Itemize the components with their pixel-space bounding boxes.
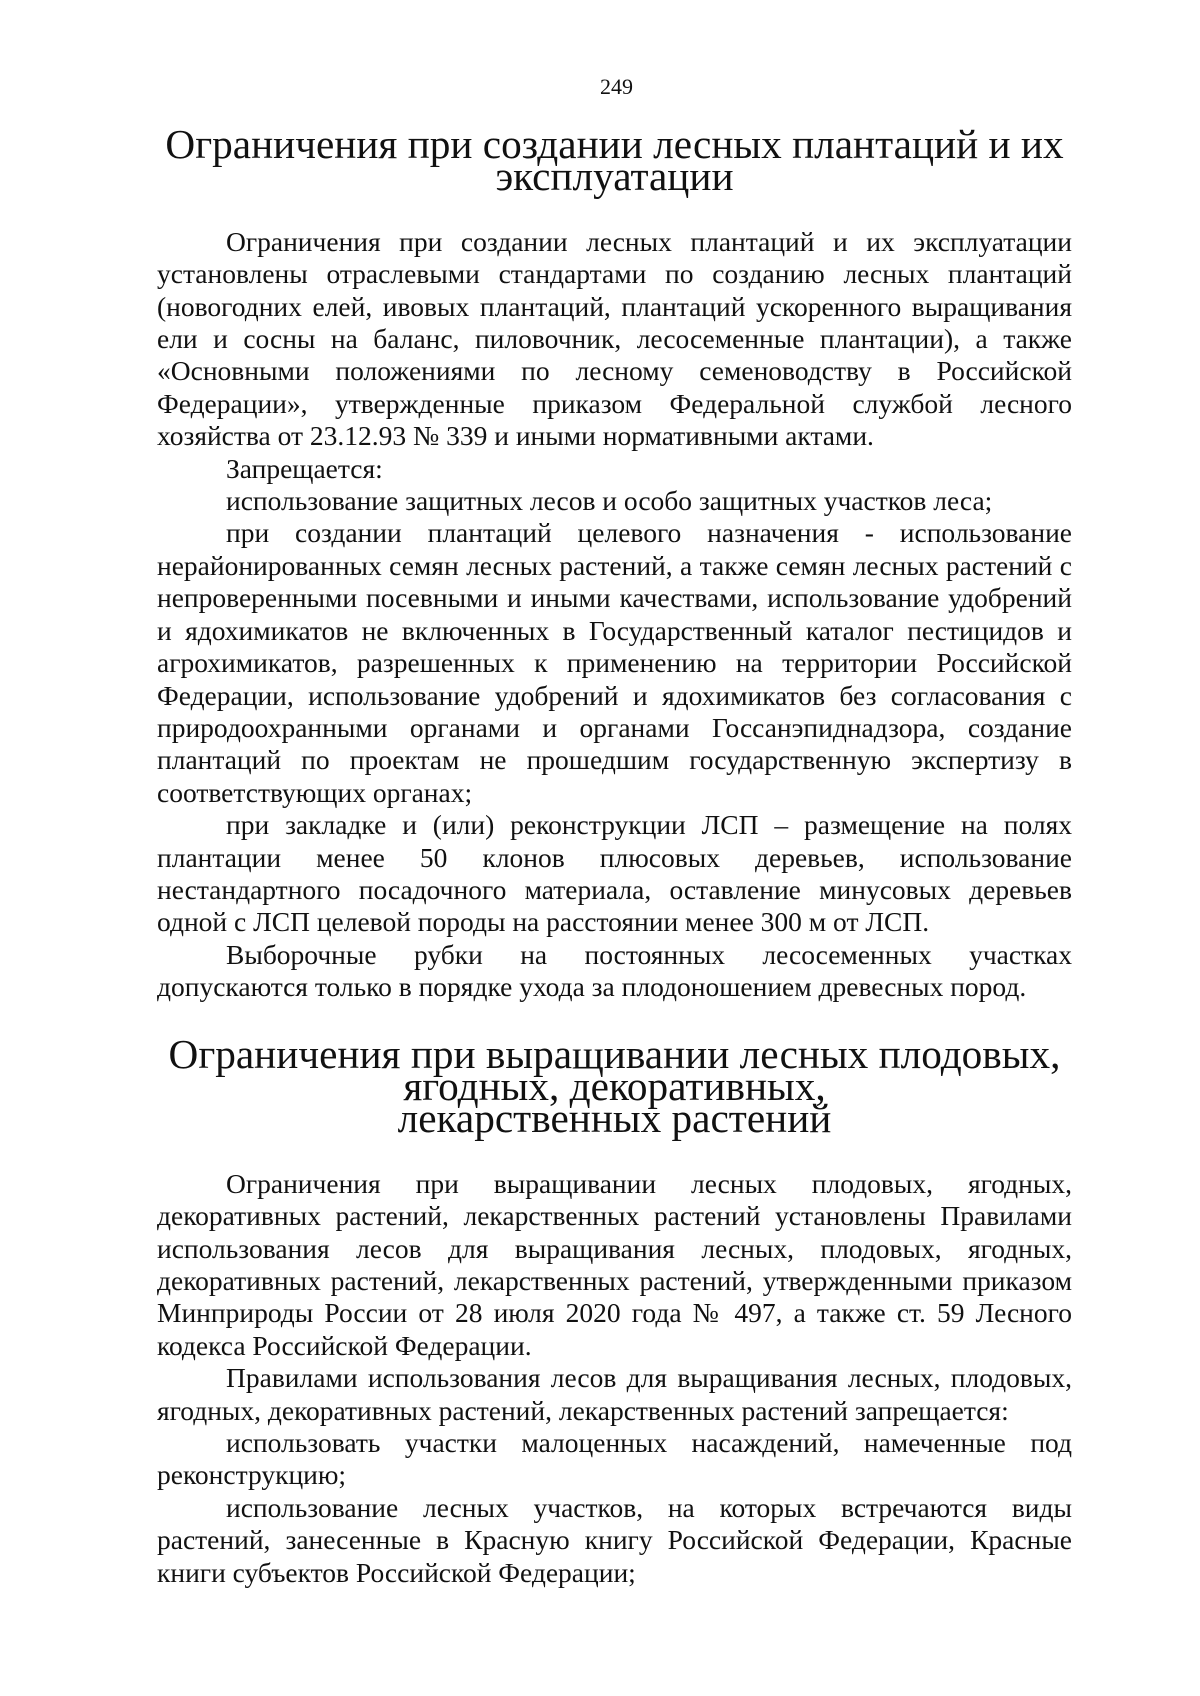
- page-number: 249: [600, 74, 633, 99]
- section-heading-line: Ограничения при выращивании лесных плодовых, ягодных, декоративных,: [168, 1030, 1061, 1109]
- section-heading-plants: [157, 1030, 1072, 1142]
- paragraph: при создании плантаций целевого назначения - использование нерайонированных семян лесных растений, а также семян лесных растений с непроверенными посевными и иными качествами, использование удобрений и ядохимикатов не включенных в Государственный каталог пестицидов и агрохимикатов, разрешенных к применению на территории Российской Федерации, использование удобрений и ядохимикатов без согласования с природоохранными органами и органами Госсанэпиднадзора, создание плантаций по проектам не прошедшим государственную экспертизу в соответствующих органах;: [157, 517, 1072, 808]
- paragraph: использование защитных лесов и особо защитных участков леса;: [226, 485, 993, 517]
- paragraph: использование лесных участков, на которых встречаются виды растений, занесенные в Красную книгу Российской Федерации, Красные книги субъектов Российской Федерации;: [157, 1491, 1072, 1588]
- section-heading-plantations: Ограничения при создании лесных плантаций и их эксплуатации: [165, 121, 1064, 200]
- paragraph: Правилами использования лесов для выращивания лесных, плодовых, ягодных, декоративных растений, лекарственных растений запрещается:: [157, 1362, 1072, 1426]
- paragraph: Запрещается:: [226, 452, 383, 484]
- paragraph: Ограничения при выращивании лесных плодовых, ягодных, декоративных растений, лекарственных растений установлены Правилами использования лесов для выращивания лесных, плодовых, ягодных, декоративных растений, лекарственных растений, утвержденными приказом Минприроды России от 28 июля 2020 года № 497, а также ст. 59 Лесного кодекса Российской Федерации.: [157, 1167, 1072, 1361]
- section-heading-line: лекарственных растений: [397, 1095, 832, 1142]
- document-body: [157, 121, 1072, 1589]
- paragraph: использовать участки малоценных насаждений, намеченные под реконструкцию;: [157, 1427, 1072, 1491]
- paragraph: Ограничения при создании лесных плантаций и их эксплуатации установлены отраслевыми стандартами по созданию лесных плантаций (новогодних елей, ивовых плантаций, плантаций ускоренного выращивания ели и сосны на баланс, пиловочник, лесосеменные плантации), а также «Основными положениями по лесному семеноводству в Российской Федерации», утвержденные приказом Федеральной службой лесного хозяйства от 23.12.93 № 339 и иными нормативными актами.: [157, 225, 1072, 452]
- paragraph: Выборочные рубки на постоянных лесосеменных участках допускаются только в порядке ухода за плодоношением древесных пород.: [157, 938, 1072, 1003]
- paragraph: при закладке и (или) реконструкции ЛСП – размещение на полях плантации менее 50 клонов плюсовых деревьев, использование нестандартного посадочного материала, оставление минусовых деревьев одной с ЛСП целевой породы на расстоянии менее 300 м от ЛСП.: [157, 809, 1072, 938]
